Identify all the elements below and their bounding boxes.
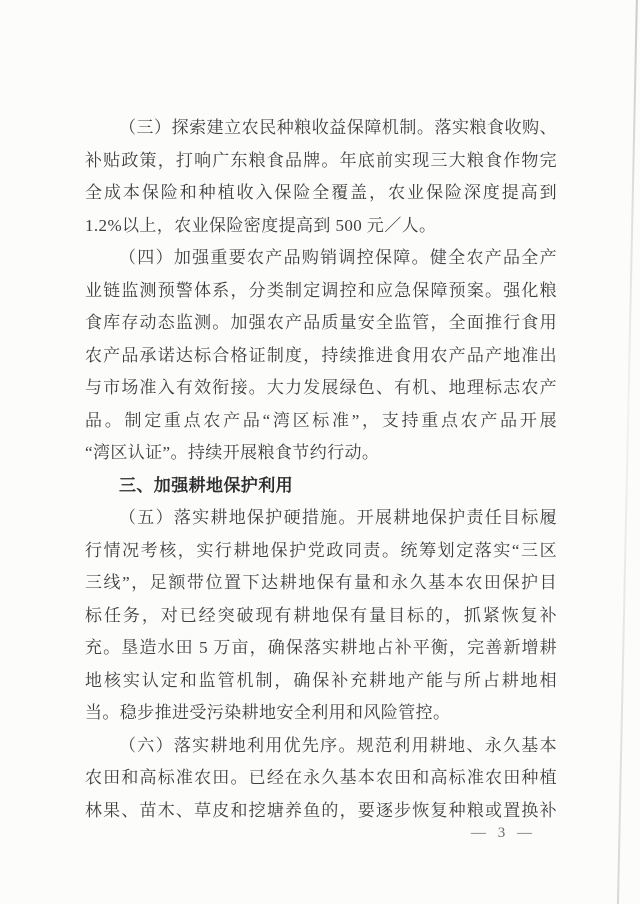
text-line: 农田和高标准农田。已经在永久基本农田和高标准农田种植 (85, 768, 557, 787)
text-line: （六）落实耕地利用优先序。规范利用耕地、永久基本 (119, 735, 557, 755)
text-line: 当。稳步推进受污染耕地安全利用和风险管控。 (85, 703, 451, 722)
text-line: 品。制定重点农产品“湾区标准”，支持重点农产品开展 (85, 410, 557, 430)
text-line: 地核实认定和监管机制，确保补充耕地产能与所占耕地相 (85, 670, 557, 690)
text-line: 林果、苗木、草皮和挖塘养鱼的，要逐步恢复种粮或置换补 (85, 800, 557, 820)
item-4-paragraph (85, 242, 557, 470)
text-line: 全成本保险和种植收入保险全覆盖，农业保险深度提高到 (85, 183, 557, 202)
text-line: （三）探索建立农民种粮收益保障机制。落实粮食收购、 (119, 118, 557, 137)
text-line: 标任务，对已经突破现有耕地保有量目标的，抓紧恢复补 (85, 605, 557, 625)
text-line: 食库存动态监测。加强农产品质量安全监管，全面推行食用 (85, 313, 557, 332)
document-body (85, 112, 557, 827)
text-line: 1.2%以上，农业保险密度提高到 500 元／人。 (85, 215, 437, 235)
text-line: （四）加强重要农产品购销调控保障。健全农产品全产 (119, 248, 557, 267)
text-line: 业链监测预警体系，分类制定调控和应急保障预案。强化粮 (85, 280, 557, 300)
text-line: （五）落实耕地保护硬措施。开展耕地保护责任目标履 (119, 508, 557, 527)
text-line: 三线”，足额带位置下达耕地保有量和永久基本农田保护目 (85, 573, 557, 592)
text-line: 补贴政策，打响广东粮食品牌。年底前实现三大粮食作物完 (85, 150, 557, 170)
text-line: 充。垦造水田 5 万亩，确保落实耕地占补平衡，完善新增耕 (85, 638, 557, 657)
text-line: “湾区认证”。持续开展粮食节约行动。 (85, 443, 380, 462)
section-3-heading (85, 470, 557, 503)
text-line: 与市场准入有效衔接。大力发展绿色、有机、地理标志农产 (85, 378, 557, 397)
scan-edge-artifact (617, 0, 638, 904)
item-6-paragraph (85, 730, 557, 828)
text-line: 三、加强耕地保护利用 (119, 475, 293, 495)
text-line: 行情况考核，实行耕地保护党政同责。统筹划定落实“三区 (85, 540, 557, 560)
item-3-paragraph (85, 112, 557, 242)
item-5-paragraph (85, 502, 557, 730)
page-number: — 3 — (471, 825, 536, 841)
text-line: 农产品承诺达标合格证制度，持续推进食用农产品产地准出 (85, 345, 557, 365)
